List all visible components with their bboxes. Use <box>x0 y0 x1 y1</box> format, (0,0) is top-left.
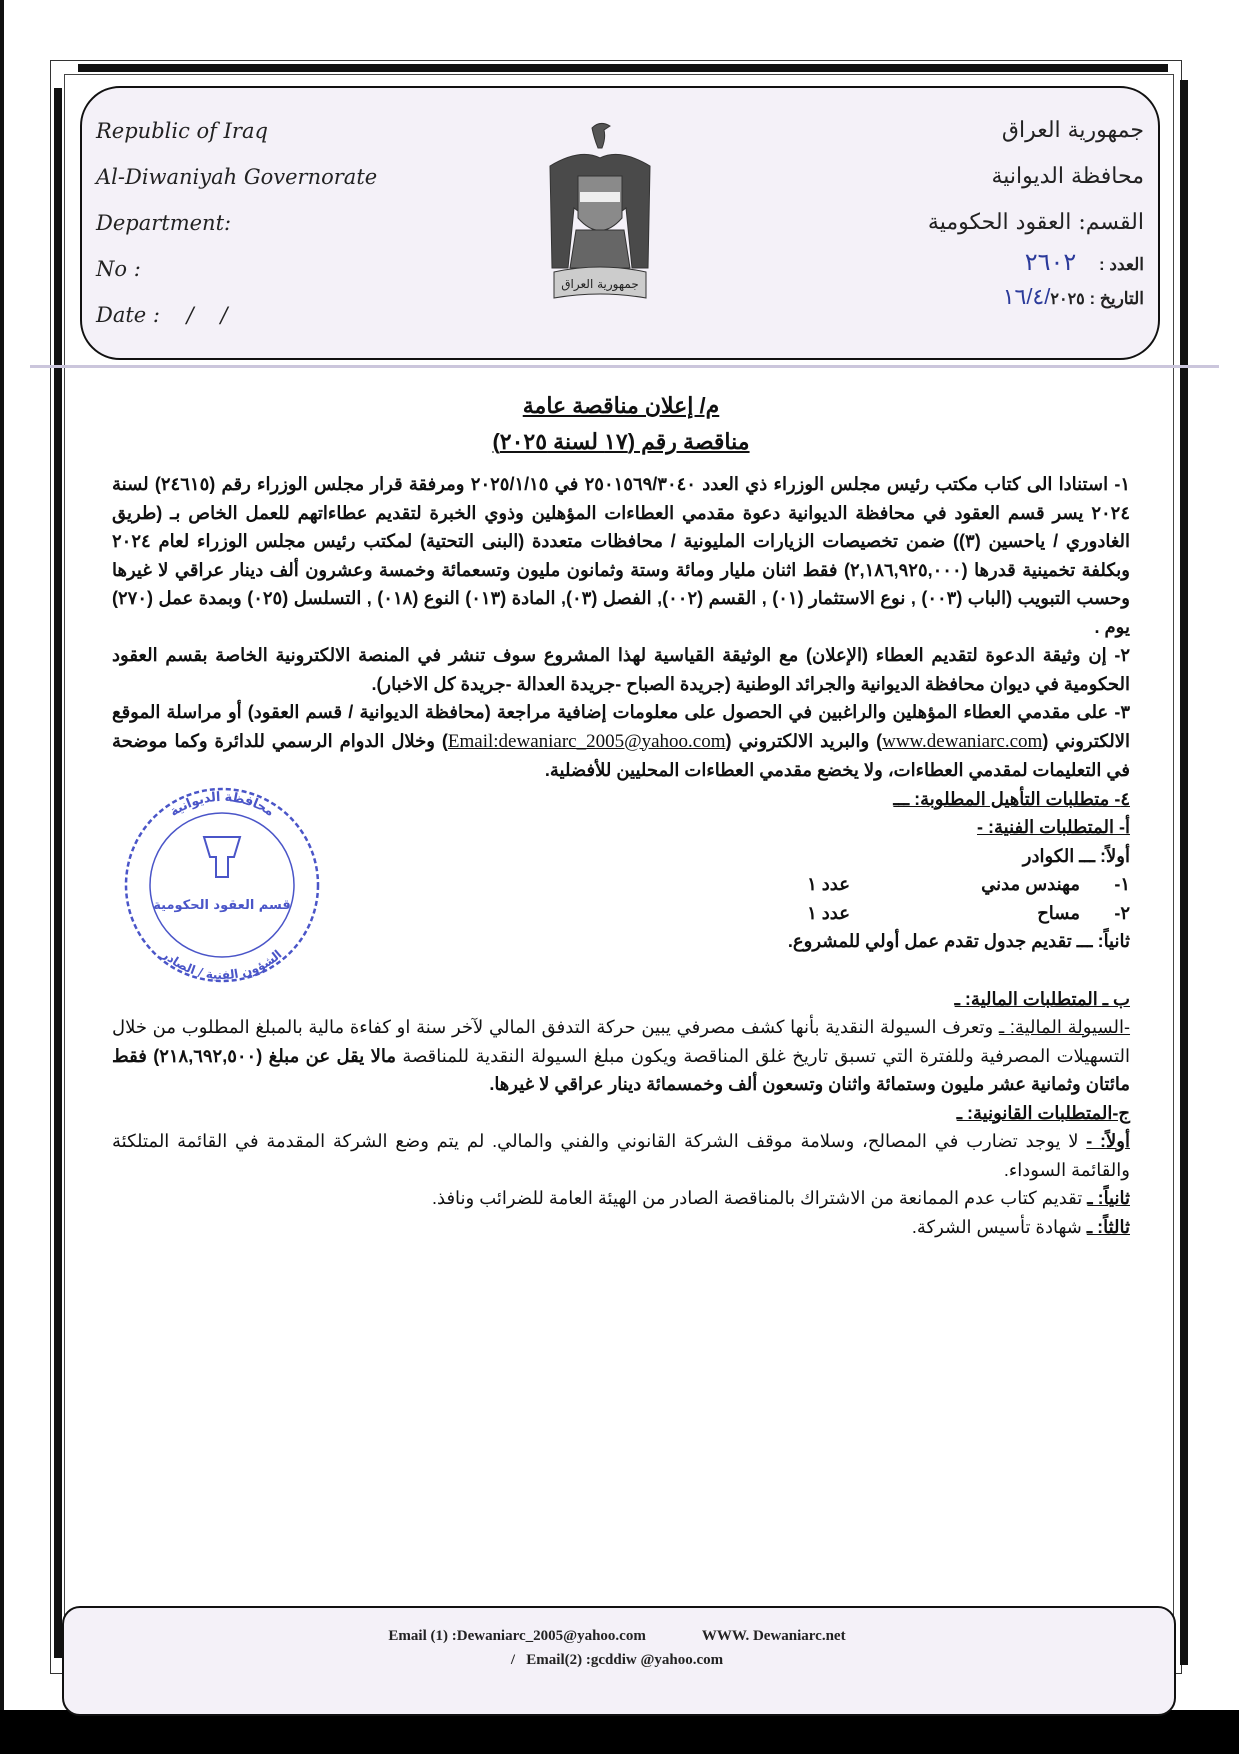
footer-website[interactable]: WWW. Dewaniarc.net <box>701 1628 846 1644</box>
section-4-heading: ٤- متطلبات التأهيل المطلوبة: ـــ <box>893 788 1130 809</box>
legal-third-label: ثالثاً: ـ <box>1086 1216 1130 1237</box>
page-frame-left <box>54 88 62 1658</box>
cadre-row <box>570 870 1130 899</box>
liquidity-text: وتعرف السيولة النقدية بأنها كشف مصرفي يبين حركة التدفق المالي لآخر سنة او كفاءة مالية بالمبلغ المطلوب من خلال التسهيلات المصرفية وللفترة التي تسبق تاريخ غلق المناقصة ويكون مبلغ السيولة النقدية للمناقصة <box>112 1017 1130 1066</box>
clause-3 <box>112 698 1130 785</box>
section-4c-heading: ج-المتطلبات القانونية: ـ <box>956 1102 1130 1123</box>
announcement-body <box>112 470 1130 1241</box>
number-row <box>764 246 1144 280</box>
section-4b-heading: ب ـ المتطلبات المالية: ـ <box>954 988 1130 1009</box>
stamp-middle-text: قسم العقود الحكومية <box>153 897 291 913</box>
stamp-emblem-icon <box>204 837 240 877</box>
clause-3-part-b: ) والبريد الالكتروني ( <box>725 730 883 751</box>
scan-edge <box>0 0 4 1710</box>
letterhead-english <box>96 108 476 338</box>
cadre-role: مساح <box>1037 902 1080 923</box>
title-line-2: مناقصة رقم (١٧ لسنة ٢٠٢٥) <box>492 429 750 454</box>
legal-second-label: ثانياً: ـ <box>1087 1188 1130 1208</box>
footer-email-1[interactable]: Email (1) :Dewaniarc_2005@yahoo.com <box>388 1628 646 1644</box>
stamp-inner-ring <box>150 813 294 957</box>
website-link[interactable]: www.dewaniarc.com <box>882 730 1043 752</box>
section-4a-heading: أ- المتطلبات الفنية: - <box>977 817 1130 837</box>
liquidity-clause <box>112 1013 1130 1099</box>
footer-contact-line-1 <box>62 1626 1172 1646</box>
legal-third-text: شهادة تأسيس الشركة. <box>911 1216 1087 1237</box>
footer-email-2[interactable]: / Email(2) :gcddiw @yahoo.com <box>510 1652 724 1668</box>
announcement-title <box>112 388 1130 460</box>
legal-first-text: لا يوجد تضارب في المصالح، وسلامة موقف الشركة القانوني والفني والمالي. لم يتم وضع الشركة المقدمة في القائمة المتلكئة والقائمة السوداء. <box>112 1131 1130 1180</box>
stamp-bottom-text: الشؤون الفنية / الصادر <box>159 946 285 982</box>
work-schedule-requirement: ثانياً: ـــ تقديم جدول تقدم عمل أولي للمشروع. <box>787 931 1130 951</box>
cadre-number: ٢- <box>1114 902 1130 923</box>
scan-bottom-band <box>0 1710 1239 1754</box>
governorate-ar: محافظة الديوانية <box>991 164 1144 189</box>
date-year: ٢٠٢٥ <box>1050 291 1085 308</box>
page-frame-top <box>78 64 1168 72</box>
svg-text:محافظة الديوانية <box>167 789 276 819</box>
date-en: Date : / / <box>96 303 228 327</box>
date-label: التاريخ : <box>1089 289 1144 308</box>
legal-first <box>112 1127 1130 1184</box>
liquidity-label: -السيولة المالية: ـ <box>998 1017 1131 1037</box>
handwritten-date: ١٦/٤/ <box>1002 284 1051 309</box>
department-ar: القسم: العقود الحكومية <box>927 210 1144 235</box>
legal-second <box>112 1184 1130 1213</box>
title-line-1: م/ إعلان مناقصة عامة <box>522 393 720 418</box>
republic-en: Republic of Iraq <box>96 119 268 143</box>
svg-text:الشؤون الفنية / الصادر <box>159 946 285 982</box>
republic-ar: جمهورية العراق <box>1001 118 1144 143</box>
governorate-en: Al-Diwaniyah Governorate <box>96 165 378 189</box>
header-separator <box>30 365 1219 368</box>
legal-third <box>112 1213 1130 1242</box>
emblem-shield <box>578 176 622 231</box>
clause-3-part-a: ٣- على مقدمي العطاء المؤهلين والراغبين في الحصول على معلومات إضافية مراجعة (محافظة الديوانية / قسم العقود) أو مراسلة الموقع الالكتروني ( <box>112 702 1131 751</box>
official-stamp <box>112 785 332 985</box>
cadre-row <box>570 899 1130 928</box>
footer-contact-line-2 <box>62 1650 1172 1670</box>
email-link[interactable]: Email:dewaniarc_2005@yahoo.com <box>447 730 726 752</box>
legal-first-label: أولاً: - <box>1086 1131 1130 1151</box>
cadres-heading: أولاً: ـــ الكوادر <box>1022 845 1130 866</box>
department-en: Department: <box>96 211 232 235</box>
emblem-scroll-text: جمهورية العراق <box>561 277 639 291</box>
liquidity-amount: مالا يقل عن مبلغ (٢١٨,٦٩٢,٥٠٠) فقط مائتان وثمانية عشر مليون وستمائة واثنان وتسعون ألف وخمسمائة دينار عراقي لا غيرها. <box>112 1045 1130 1094</box>
clause-3-part-c: ) وخلال الدوام الرسمي للدائرة وكما موضحة في التعليمات لمقدمي العطاءات، ولا يخضع مقدمي العطاءات المحليين للأفضلية. <box>112 730 1130 780</box>
stamp-top-text: محافظة الديوانية <box>167 789 277 820</box>
eagle-head <box>592 123 610 148</box>
cadre-count: عدد ١ <box>807 874 850 894</box>
eagle-body <box>570 230 630 268</box>
page-frame-right <box>1180 80 1188 1665</box>
requirements-stamp-zone <box>112 785 1130 985</box>
stamp-outer-ring <box>126 789 318 981</box>
shield-band <box>580 192 620 202</box>
cadre-count: عدد ١ <box>807 902 850 923</box>
technical-requirements <box>570 785 1130 956</box>
handwritten-number: ٢٦٠٢ <box>1024 249 1077 276</box>
iraq-eagle-emblem <box>540 118 660 313</box>
legal-second-text: تقديم كتاب عدم الممانعة من الاشتراك بالمناقصة الصادر من الهيئة العامة للضرائب ونافذ. <box>432 1188 1088 1208</box>
clause-2: ٢- إن وثيقة الدعوة لتقديم العطاء (الإعلان) مع الوثيقة القياسية لهذا المشروع سوف تنشر في المنصة الالكترونية الخاصة بقسم العقود الحكومية في ديوان محافظة الديوانية والجرائد الوطنية (جريدة الصباح -جريدة العدالة -جريدة كل الاخبار). <box>112 645 1130 694</box>
letterhead-arabic <box>764 108 1144 314</box>
cadre-role: مهندس مدني <box>981 874 1080 894</box>
number-en: No : <box>96 257 141 281</box>
number-label: العدد : <box>1099 255 1144 274</box>
cadre-number: ١- <box>1114 874 1130 894</box>
clause-1: ١- استنادا الى كتاب مكتب رئيس مجلس الوزراء ذي العدد ٢٥٠١٥٦٩/٣٠٤٠ في ٢٠٢٥/١/١٥ ومرفقة قرار مجلس الوزراء رقم (٢٤٦١٥) لسنة ٢٠٢٤ يسر قسم العقود في محافظة الديوانية دعوة مقدمي العطاءات المؤهلين وذوي الخبرة لتقديم عطاءاتهم للعمل الخاص بـ (طريق الغادوري / ياحسين (٣)) ضمن تخصيصات الزيارات المليونية / محافظات متعددة (البنى التحتية) لمكتب رئيس مجلس الوزراء لعام ٢٠٢٤ وبكلفة تخمينية قدرها (٢,١٨٦,٩٢٥,٠٠٠) فقط اثنان مليار ومائة وستة وثمانون مليون وتسعمائة وخمسة وعشرون ألف دينار عراقي لا غيرها وحسب التبويب (الباب (٠٠٣) , نوع الاستثمار (٠١) , القسم (٠٠٢), الفصل (٠٣), المادة (٠١٣) النوع (٠١٨) , التسلسل (٠٢٥) وبمدة عمل (٢٧٠) يوم . <box>112 474 1131 637</box>
date-row <box>764 280 1144 314</box>
